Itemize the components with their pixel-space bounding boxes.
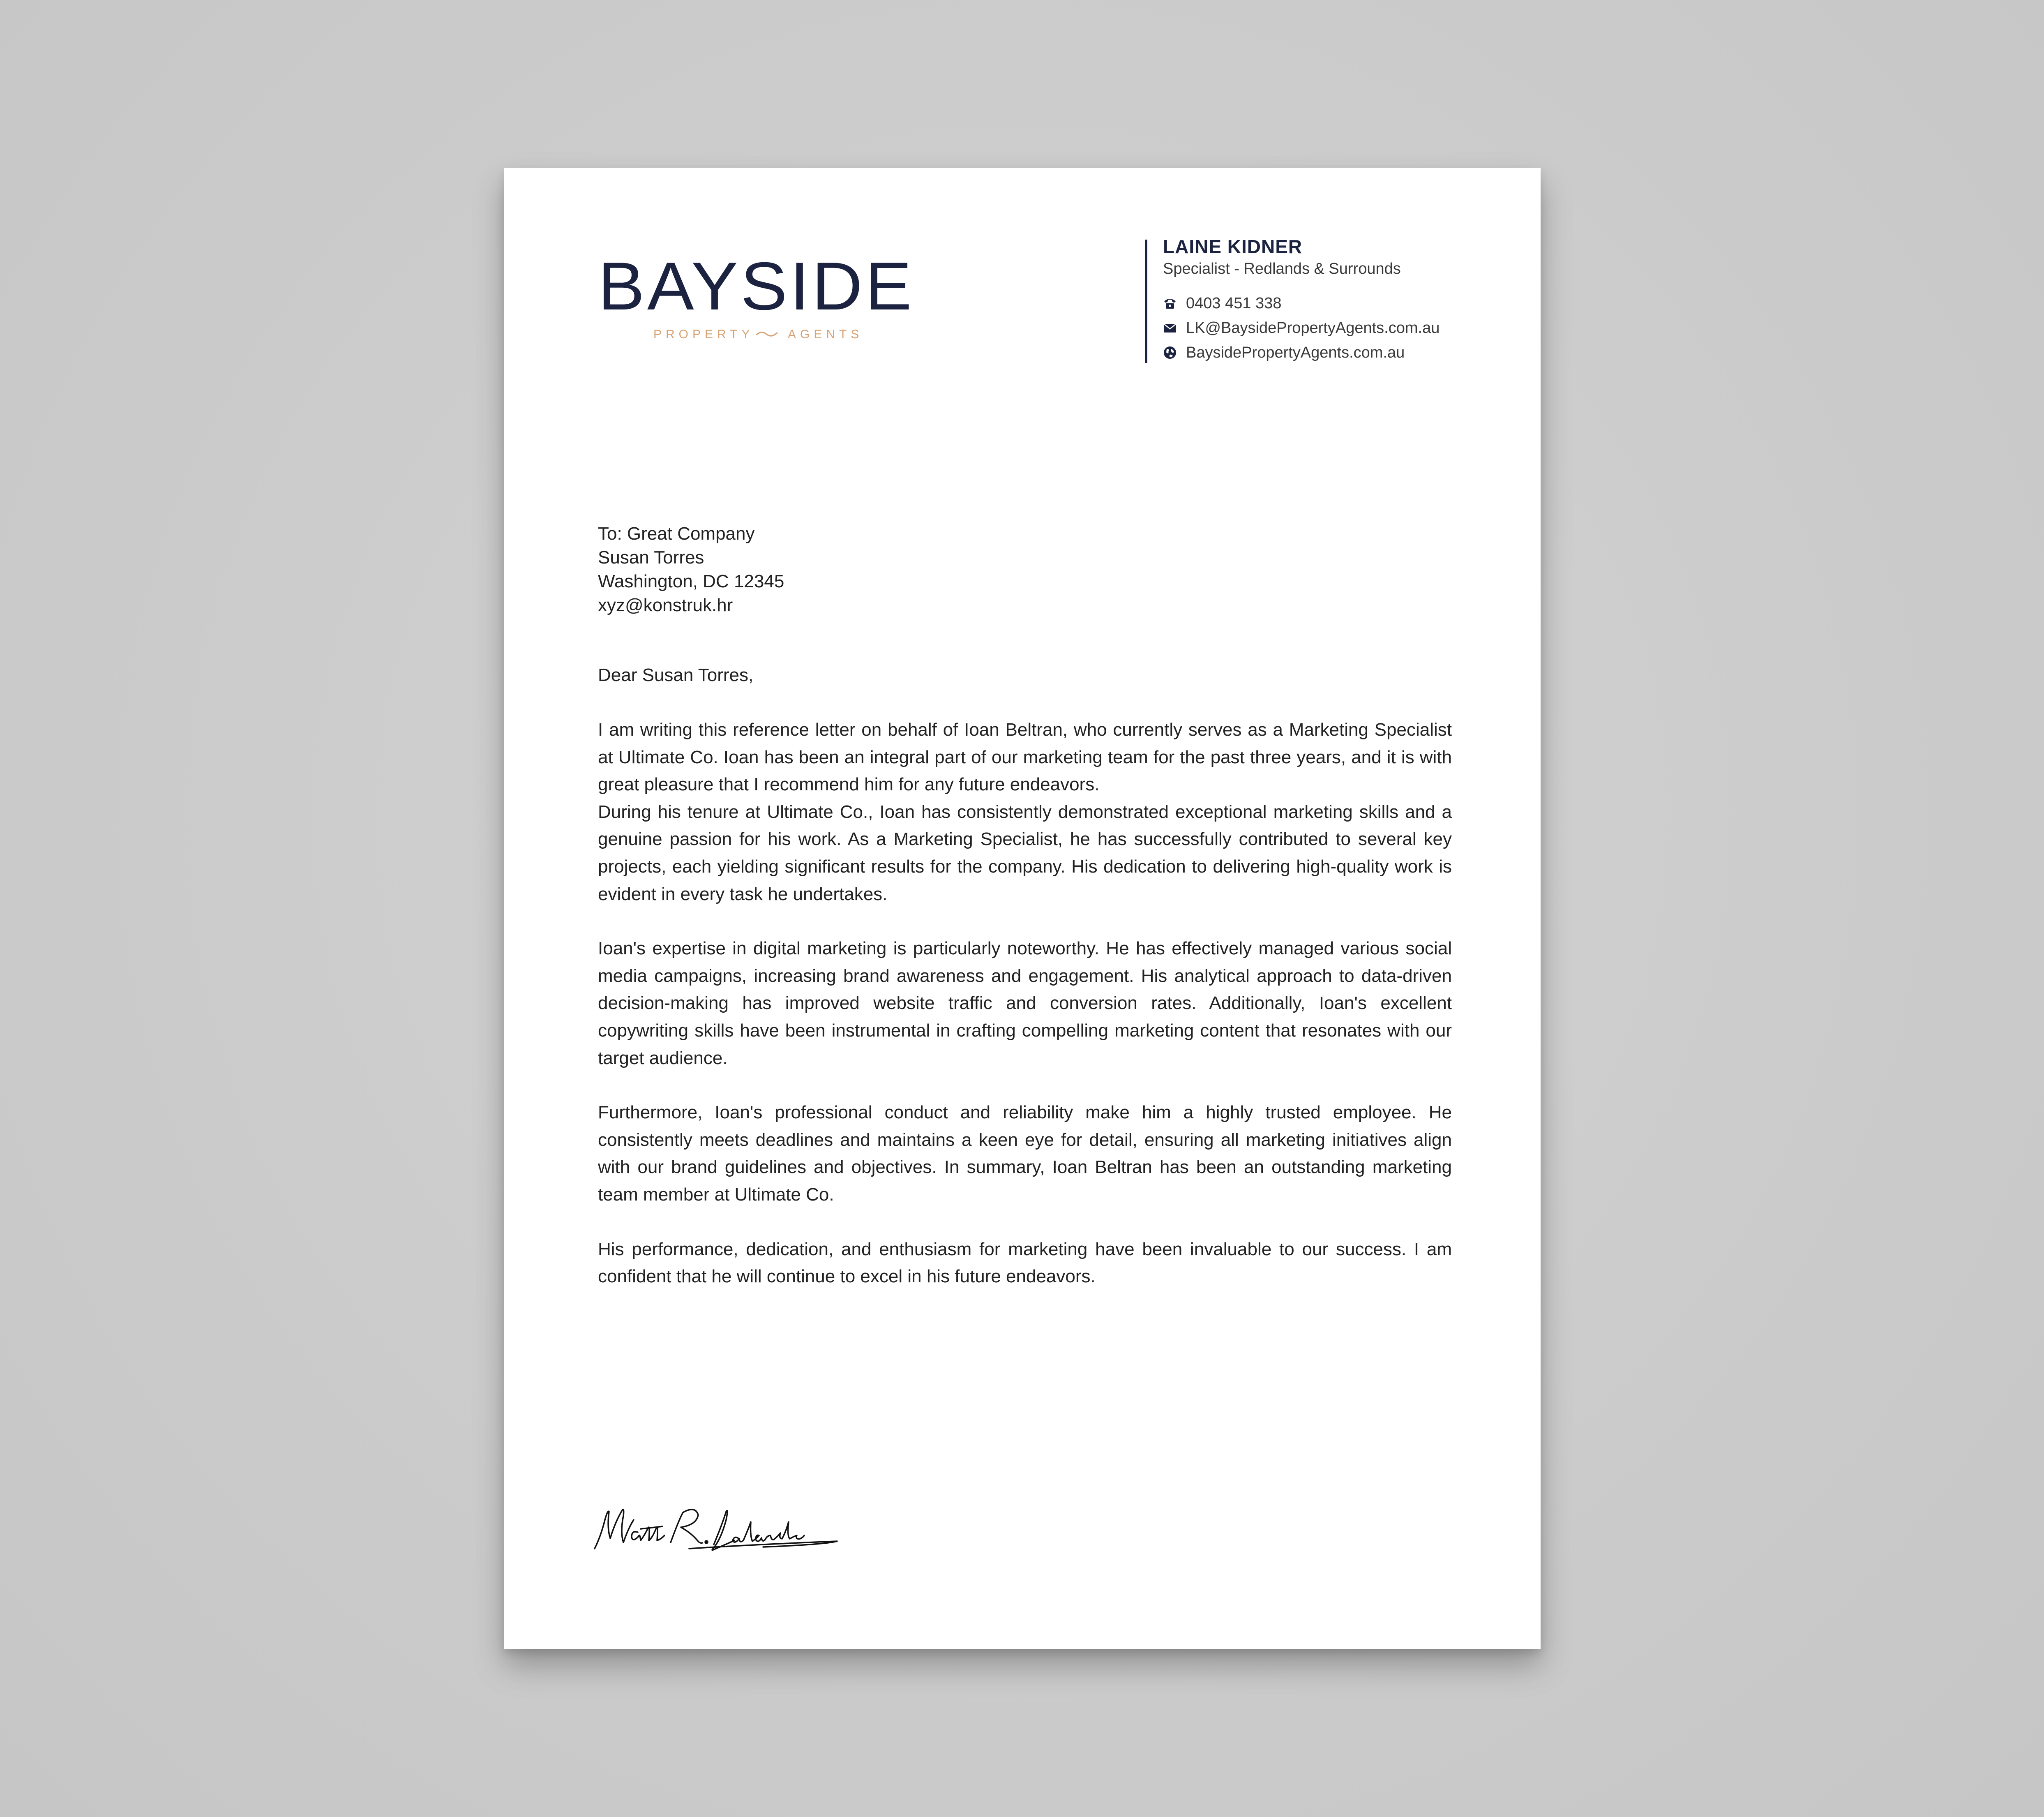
- contact-website-row: [1163, 343, 1405, 362]
- phone-icon: [1163, 296, 1177, 310]
- recipient-name: Susan Torres: [598, 547, 704, 568]
- recipient-city: Washington, DC 12345: [598, 571, 784, 591]
- contact-website[interactable]: BaysidePropertyAgents.com.au: [1186, 344, 1405, 361]
- logo-wave-icon: [756, 332, 777, 336]
- logo-wordmark: BAYSIDE: [598, 254, 914, 324]
- globe-icon: [1163, 346, 1177, 360]
- contact-role: Specialist - Redlands & Surrounds: [1163, 260, 1401, 277]
- letter-salutation: Dear Susan Torres,: [598, 665, 754, 685]
- letterhead-page: [504, 168, 1541, 1649]
- handwritten-signature: [591, 1487, 841, 1565]
- logo-tagline-property: PROPERTY: [653, 328, 754, 341]
- letter-paragraph: During his tenure at Ultimate Co., Ioan has consistently demonstrated exceptional marketing skills and a genuine passion for his work. As a Marketing Specialist, he has successfully contributed to several key projects, each yielding significant results for the company. His dedication to delivering high-quality work is evident in every task he undertakes.: [598, 801, 1452, 904]
- contact-block: [1145, 235, 1515, 363]
- letter-body: [598, 716, 1452, 1291]
- letter-paragraph: I am writing this reference letter on behalf of Ioan Beltran, who currently serves as a Marketing Specialist at Ultimate Co. Ioan has been an integral part of our marketing team for the past three years, and it is with great pleasure that I recommend him for any future endeavors.: [598, 720, 1452, 795]
- letter-paragraph: His performance, dedication, and enthusiasm for marketing have been invaluable to our success. I am confident that he will continue to excel in his future endeavors.: [598, 1239, 1452, 1287]
- contact-phone[interactable]: 0403 451 338: [1186, 294, 1282, 312]
- contact-phone-row: [1163, 294, 1281, 313]
- letter-paragraph: Ioan's expertise in digital marketing is particularly noteworthy. He has effectively managed various social media campaigns, increasing brand awareness and engagement. His analytical approach to data-driven decision-making has improved website traffic and conversion rates. Additionally, Ioan's excellent copywriting skills have been instrumental in crafting compelling marketing content that resonates with our target audience.: [598, 938, 1452, 1068]
- contact-divider: [1145, 240, 1147, 363]
- recipient-address: [598, 522, 784, 617]
- recipient-company: To: Great Company: [598, 524, 755, 544]
- contact-email[interactable]: LK@BaysidePropertyAgents.com.au: [1186, 319, 1440, 337]
- envelope-icon: [1163, 321, 1177, 335]
- logo-tagline-agents: AGENTS: [788, 328, 863, 341]
- recipient-email: xyz@konstruk.hr: [598, 595, 733, 615]
- bayside-logo: [598, 254, 918, 344]
- contact-name: LAINE KIDNER: [1163, 236, 1303, 257]
- contact-email-row: [1163, 319, 1440, 337]
- letter-paragraph: Furthermore, Ioan's professional conduct and reliability make him a highly trusted employee. He consistently meets deadlines and maintains a keen eye for detail, ensuring all marketing initiatives align with our brand guidelines and objectives. In summary, Ioan Beltran has been an outstanding marketing team member at Ultimate Co.: [598, 1102, 1452, 1205]
